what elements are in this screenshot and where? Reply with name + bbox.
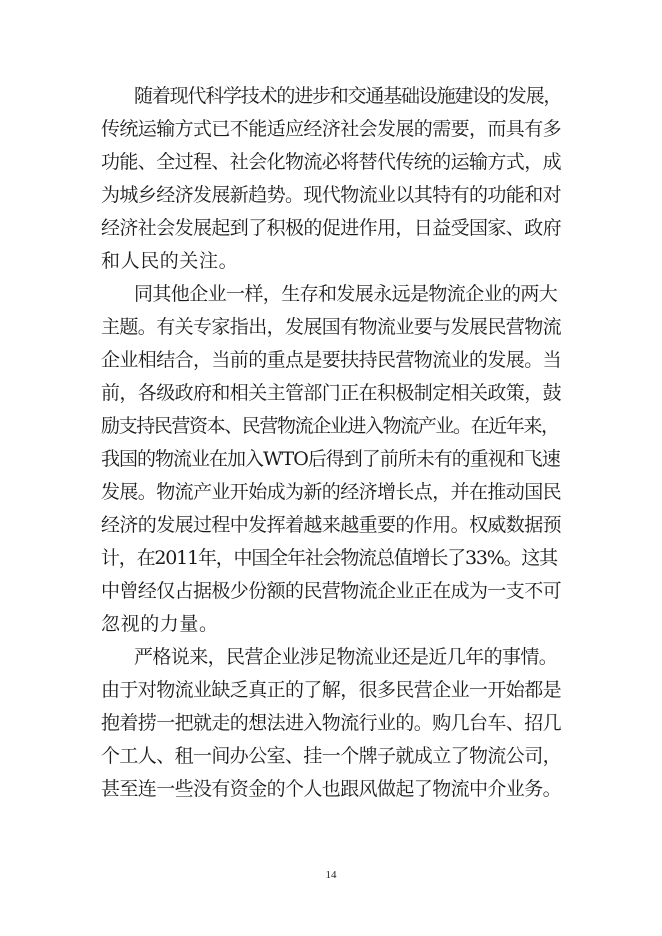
paragraph-2-line-8: 经济的发展过程中发挥着越来越重要的作用。权威数据预: [101, 514, 562, 536]
paragraph-2-line-2: 主题。有关专家指出，发展国有物流业要与发展民营物流: [101, 316, 562, 338]
paragraph-1-line-5: 经济社会发展起到了积极的促进作用，日益受国家、政府: [101, 217, 562, 239]
paragraph-3-line-5: 甚至连一些没有资金的个人也跟风做起了物流中介业务。: [101, 778, 562, 800]
paragraph-1-line-1: 随着现代科学技术的进步和交通基础设施建设的发展，: [134, 85, 562, 107]
paragraph-1-line-3: 功能、全过程、社会化物流必将替代传统的运输方式，成: [101, 151, 562, 173]
paragraph-2-line-10: 中曾经仅占据极少份额的民营物流企业正在成为一支不可: [101, 580, 562, 602]
paragraph-2-line-5: 励支持民营资本、民营物流企业进入物流产业。在近年来，: [101, 415, 559, 437]
paragraph-3-line-1: 严格说来，民营企业涉足物流业还是近几年的事情。: [134, 646, 558, 668]
paragraph-1-line-2: 传统运输方式已不能适应经济社会发展的需要，而具有多: [101, 118, 562, 140]
paragraph-3-line-4: 个工人、租一间办公室、挂一个牌子就成立了物流公司，: [101, 745, 562, 767]
paragraph-2-line-3: 企业相结合，当前的重点是要扶持民营物流业的发展。当: [101, 349, 562, 371]
paragraph-2-line-11: 忽视的力量。: [101, 613, 219, 635]
paragraph-3-line-3: 抱着捞一把就走的想法进入物流行业的。购几台车、招几: [101, 712, 562, 734]
paragraph-2-line-1: 同其他企业一样，生存和发展永远是物流企业的两大: [134, 283, 558, 305]
paragraph-2-line-7: 发展。物流产业开始成为新的经济增长点，并在推动国民: [101, 481, 562, 503]
paragraph-2-line-9: 计，在2011年，中国全年社会物流总值增长了33%。这其: [101, 547, 557, 569]
paragraph-1-line-4: 为城乡经济发展新趋势。现代物流业以其特有的功能和对: [101, 184, 562, 206]
paragraph-2-line-4: 前，各级政府和相关主管部门正在积极制定相关政策，鼓: [101, 382, 562, 404]
paragraph-1-line-6: 和人民的关注。: [101, 250, 239, 272]
paragraph-3-line-2: 由于对物流业缺乏真正的了解，很多民营企业一开始都是: [101, 679, 562, 701]
page-number: 14: [325, 869, 337, 881]
paragraph-2-line-6: 我国的物流业在加入WTO后得到了前所未有的重视和飞速: [101, 448, 560, 470]
